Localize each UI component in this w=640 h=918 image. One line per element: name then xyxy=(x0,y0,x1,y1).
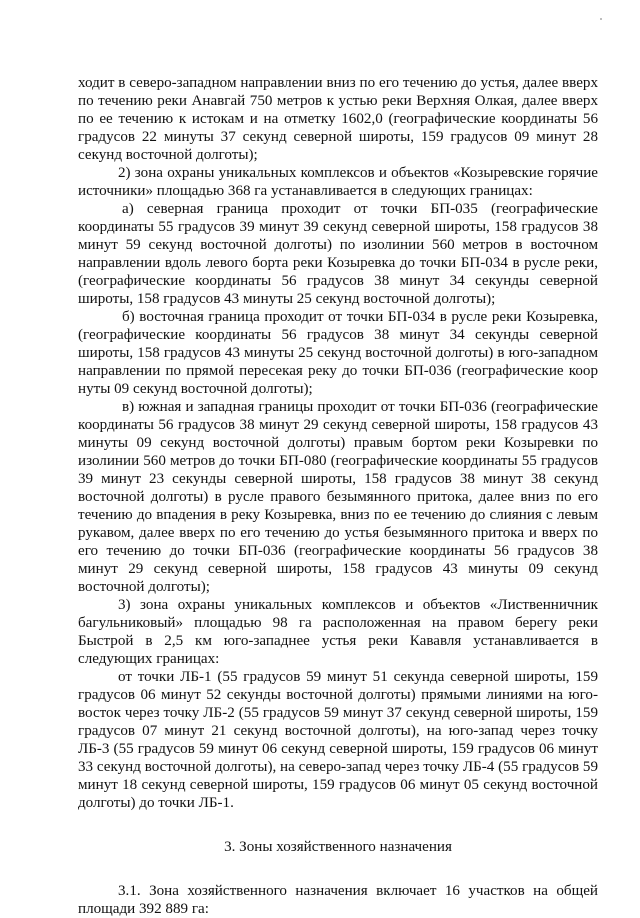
document-body xyxy=(78,74,598,918)
section-heading: 3. Зоны хозяйственного назначения xyxy=(224,839,452,855)
paragraph-zone-2-b: б) восточная граница проходит от точки БП-034 в русле реки Козыревка, (географические координаты 56 градусов 38 минут 34 секунды северной широты, 158 градусов 43 минуты 25 секунд восточной долготы) в юго-западном направлении по прямой пересекая реку до точки БП-036 (географические коор нуты 09 секунд восточной долготы); xyxy=(78,309,598,397)
scan-speck xyxy=(600,18,602,20)
paragraph-zone-3: 3) зона охраны уникальных комплексов и объектов «Лиственничник багульниковый» площадью 98 га расположенная на правом берегу реки Быстрой в 2,5 км юго-западнее устья реки Кававля устанавливается в следующих границах: xyxy=(78,597,598,667)
paragraph-zone-2-a: а) северная граница проходит от точки БП-035 (географические координаты 55 градусов 39 минут 39 секунд северной широты, 158 градусов 38 минут 59 секунд восточной долготы) по изолинии 560 метров в восточном направлении вдоль левого борта реки Козыревка до точки БП-034 в русле реки, (географические координаты 56 градусов 38 минут 34 секунды северной широты, 158 градусов 43 минуты 25 секунд восточной долготы); xyxy=(78,201,598,307)
paragraph-zone-2: 2) зона охраны уникальных комплексов и объектов «Козыревские горячие источники» площадью 368 га устанавливается в следующих границах: xyxy=(78,165,598,199)
paragraph-zone-2-c: в) южная и западная границы проходит от точки БП-036 (географические координаты 56 градусов 38 минут 29 секунд северной широты, 158 градусов 43 минуты 09 секунд восточной долготы) правым бортом реки Козыревки по изолинии 560 метров до точки БП-080 (географические координаты 55 градусов 39 минут 23 секунды северной широты, 158 градусов 38 минут 38 секунд восточной долготы) в русле правого безымянного притока, далее вниз по его течению до впадения в реку Козыревка, вниз по ее течению до слияния с левым рукавом, далее вверх по его течению до устья безымянного притока и вверх по его течению до точки БП-036 (географические координаты 56 градусов 38 минут 29 секунд северной широты, 158 градусов 43 минуты 09 секунд восточной долготы); xyxy=(78,399,598,595)
paragraph-zone-3-points: от точки ЛБ-1 (55 градусов 59 минут 51 секунда северной широты, 159 градусов 06 минут 52 секунды восточной долготы) прямыми линиями на юго-восток через точку ЛБ-2 (55 градусов 59 минут 37 секунд северной широты, 159 градусов 07 минут 21 секунд восточной долготы), на юго-запад через точку ЛБ-3 (55 градусов 59 минут 06 секунд северной широты, 159 градусов 06 минут 33 секунд восточной долготы), на северо-запад через точку ЛБ-4 (55 градусов 59 минут 18 секунд северной широты, 159 градусов 06 минут 05 секунд восточной долготы) до точки ЛБ-1. xyxy=(78,669,598,811)
paragraph-continuation: ходит в северо-западном направлении вниз по его течению до устья, далее вверх по течению реки Анавгай 750 метров к устью реки Верхняя Олкая, далее вверх по ее течению к истокам и на отметку 1602,0 (географические координаты 56 градусов 22 минуты 37 секунд северной широты, 159 градусов 09 минут 28 секунд восточной долготы); xyxy=(78,75,598,163)
paragraph-3-1: 3.1. Зона хозяйственного назначения включает 16 участков на общей площади 392 889 га: xyxy=(78,883,598,917)
